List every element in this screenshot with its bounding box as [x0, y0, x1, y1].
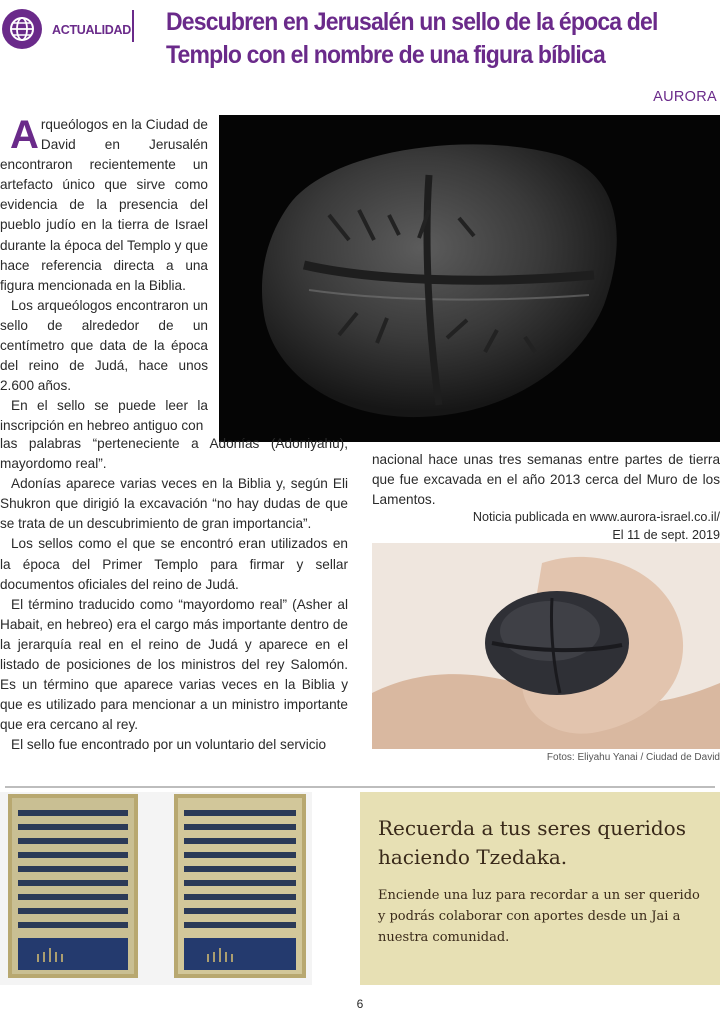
photo-credit: Fotos: Eliyahu Yanai / Ciudad de David — [546, 752, 720, 763]
paragraph-3-end: las palabras “perteneciente a Adonías (Adoniyahu), mayordomo real”. — [0, 436, 348, 472]
paragraph-7-end: nacional hace unas tres semanas entre partes de tierra que fue excavada en el año 2013 cerca del Muro de los Lamentos. — [372, 452, 720, 508]
page-title — [166, 6, 663, 72]
source-note — [420, 508, 720, 544]
paragraph-4: Adonías aparece varias veces en la Biblia y, según Eli Shukron que dirigió la excavación “no hay dudas de que se trata de un descubrimiento de gran importancia”. — [0, 476, 348, 532]
article-column-top — [0, 115, 208, 437]
paragraph-6: El término traducido como “mayordomo real” (Asher al Habait, en hebreo) era el cargo más importante dentro de la jerarquía real en el reino de Judá y aparece en el listado de posiciones de los ministros del rey Salomón. Es un término que aparece varias veces en la Biblia y que es utilizado para mencionar a un ministro importante que era cercano al rey. — [0, 596, 348, 733]
section-divider — [132, 10, 134, 42]
ad-body-line-1: Enciende una luz para recordar a un ser querido — [378, 888, 700, 903]
paragraph-5: Los sellos como el que se encontró eran utilizados en la época del Primer Templo para firmar y sellar documentos oficiales del reino de Judá. — [0, 536, 348, 592]
paragraph-1: rqueólogos en la Ciudad de David en Jerusalén encontraron recientemente un artefacto único que sirve como evidencia de la presencia del pueblo judío en la tierra de Israel durante la época del Templo y que hace referencia directa a una figura mencionada en la Biblia. — [0, 117, 208, 293]
headline-line-2: Templo con el nombre de una figura bíblica — [166, 41, 605, 69]
ad-title-line-2: haciendo Tzedaka. — [378, 845, 568, 869]
paragraph-2: Los arqueólogos encontraron un sello de alrededor de un centímetro que data de la época del reino de Judá, hace unos 2.600 años. — [0, 297, 208, 394]
paragraph-7-start: El sello fue encontrado por un voluntario del servicio — [11, 737, 327, 753]
author-byline: AURORA — [653, 89, 717, 105]
globe-icon — [2, 9, 42, 49]
source-line-1: Noticia publicada en www.aurora-israel.co.il/ — [472, 510, 720, 524]
section-divider-line — [5, 786, 715, 788]
article-column-bottom — [0, 434, 348, 756]
ad-body — [378, 885, 708, 948]
seal-photo — [219, 115, 720, 442]
ad-body-line-3: nuestra comunidad. — [378, 930, 510, 945]
ad-title-line-1: Recuerda a tus seres queridos — [378, 816, 686, 840]
article-column-right — [372, 450, 720, 510]
section-label: ACTUALIDAD — [52, 23, 131, 37]
ad-title — [378, 814, 708, 872]
page-number: 6 — [356, 997, 364, 1011]
paragraph-3-start: En el sello se puede leer la inscripción en hebreo antiguo con — [0, 398, 208, 434]
memorial-boards-photo — [0, 792, 312, 985]
ad-body-line-2: y podrás colaborar con aportes desde un Jai a — [378, 909, 681, 924]
seal-hand-photo — [372, 543, 720, 749]
source-line-2: El 11 de sept. 2019 — [612, 528, 720, 542]
headline-line-1: Descubren en Jerusalén un sello de la época del — [166, 8, 658, 36]
drop-cap: A — [10, 113, 39, 157]
